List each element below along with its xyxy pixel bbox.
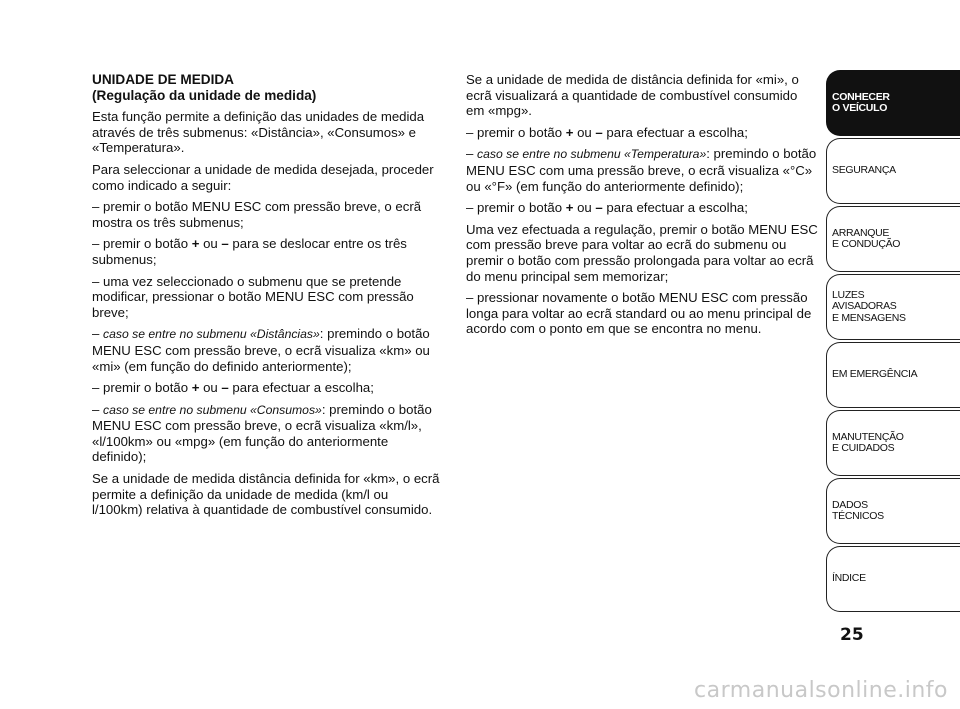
paragraph <box>92 326 442 374</box>
paragraph: – uma vez seleccionado o submenu que se pretende modificar, pressionar o botão MENU ESC com pressão breve; <box>92 273 414 320</box>
tab-seguranca[interactable] <box>826 138 960 204</box>
tab-dados-tecnicos[interactable] <box>826 478 960 544</box>
paragraph <box>92 380 442 396</box>
paragraph <box>466 200 818 216</box>
paragraph <box>92 236 442 267</box>
text: – premir o botão <box>92 380 192 396</box>
tab-label: CONHECER O VEÍCULO <box>832 90 890 114</box>
right-column <box>466 72 818 343</box>
text: ou <box>573 200 596 216</box>
text: para efectuar a escolha; <box>228 380 374 396</box>
tab-label: LUZES AVISADORAS E MENSAGENS <box>832 288 906 324</box>
tab-manutencao[interactable] <box>826 410 960 476</box>
text: ou <box>199 236 222 252</box>
minus-symbol: – <box>595 200 603 216</box>
tab-label: ARRANQUE E CONDUÇÃO <box>832 226 901 250</box>
text: : premindo o botão MENU ESC com pressão breve, o ecrã visualiza «km/l», «l/100km» ou «mpg» (em função do anteriormente definido); <box>92 401 432 465</box>
watermark: carmanualsonline.info <box>694 678 948 703</box>
left-column <box>92 72 442 524</box>
tab-label: DADOS TÉCNICOS <box>832 498 884 522</box>
text: – premir o botão <box>466 124 566 140</box>
paragraph: Se a unidade de medida distância definida for «km», o ecrã permite a definição da unidade de medida (km/l ou l/100km) relativa à quantidade de combustível consumido. <box>92 471 440 518</box>
tab-label: EM EMERGÊNCIA <box>832 368 918 381</box>
plus-symbol: + <box>191 380 200 396</box>
italic-text: caso se entre no submenu «Consumos» <box>103 402 322 417</box>
text: para efectuar a escolha; <box>602 200 748 216</box>
text: : premindo o botão MENU ESC com uma pressão breve, o ecrã visualiza «°C» ou «°F» (em função do anteriormente definido); <box>466 146 817 194</box>
paragraph: Esta função permite a definição das unidades de medida através de três submenus: «Distância», «Consumos» e «Temperatura». <box>92 109 425 156</box>
paragraph <box>466 146 818 194</box>
minus-symbol: – <box>221 236 229 252</box>
text: – <box>92 401 103 417</box>
tab-em-emergencia[interactable] <box>826 342 960 408</box>
section-heading <box>92 72 442 103</box>
tab-arranque-e-conducao[interactable] <box>826 206 960 272</box>
paragraph: Para seleccionar a unidade de medida desejada, proceder como indicado a seguir: <box>92 161 434 193</box>
italic-text: caso se entre no submenu «Distâncias» <box>103 327 320 342</box>
italic-text: caso se entre no submenu «Temperatura» <box>477 147 707 162</box>
text: – <box>466 146 477 162</box>
heading-title: UNIDADE DE MEDIDA <box>92 72 234 87</box>
text: ou <box>199 380 222 396</box>
text: – premir o botão <box>466 200 566 216</box>
text: para efectuar a escolha; <box>602 124 748 140</box>
paragraph: – premir o botão MENU ESC com pressão breve, o ecrã mostra os três submenus; <box>92 199 422 230</box>
tab-label: SEGURANÇA <box>832 164 896 177</box>
tab-label: ÍNDICE <box>832 572 866 585</box>
paragraph <box>466 125 818 141</box>
minus-symbol: – <box>221 380 229 396</box>
paragraph: Uma vez efectuada a regulação, premir o botão MENU ESC com pressão breve para voltar ao ecrã do submenu ou premir o botão com pressão prolongada para voltar ao ecrã do menu principal sem memorizar; <box>466 221 818 284</box>
section-tabs <box>826 70 960 614</box>
text: – <box>92 326 103 342</box>
minus-symbol: – <box>595 124 603 140</box>
plus-symbol: + <box>191 236 200 252</box>
paragraph: – pressionar novamente o botão MENU ESC com pressão longa para voltar ao ecrã standard ou ao menu principal de acordo com o ponto em que se encontra no menu. <box>466 290 812 337</box>
text: ou <box>573 124 596 140</box>
tab-label: MANUTENÇÃO E CUIDADOS <box>832 430 904 454</box>
tab-conhecer-o-veiculo[interactable] <box>826 70 960 136</box>
text: : premindo o botão MENU ESC com pressão breve, o ecrã visualiza «km» ou «mi» (em função do definido anteriormente); <box>92 326 430 374</box>
plus-symbol: + <box>565 200 574 216</box>
page-number: 25 <box>840 625 864 645</box>
tab-indice[interactable] <box>826 546 960 612</box>
text: para se deslocar entre os três submenus; <box>92 236 407 267</box>
paragraph <box>92 402 442 465</box>
tab-luzes-avisadoras[interactable] <box>826 274 960 340</box>
plus-symbol: + <box>565 124 574 140</box>
text: – premir o botão <box>92 236 192 252</box>
heading-subtitle: (Regulação da unidade de medida) <box>92 87 317 103</box>
paragraph: Se a unidade de medida de distância definida for «mi», o ecrã visualizará a quantidade de combustível consumido em «mpg». <box>466 72 799 119</box>
